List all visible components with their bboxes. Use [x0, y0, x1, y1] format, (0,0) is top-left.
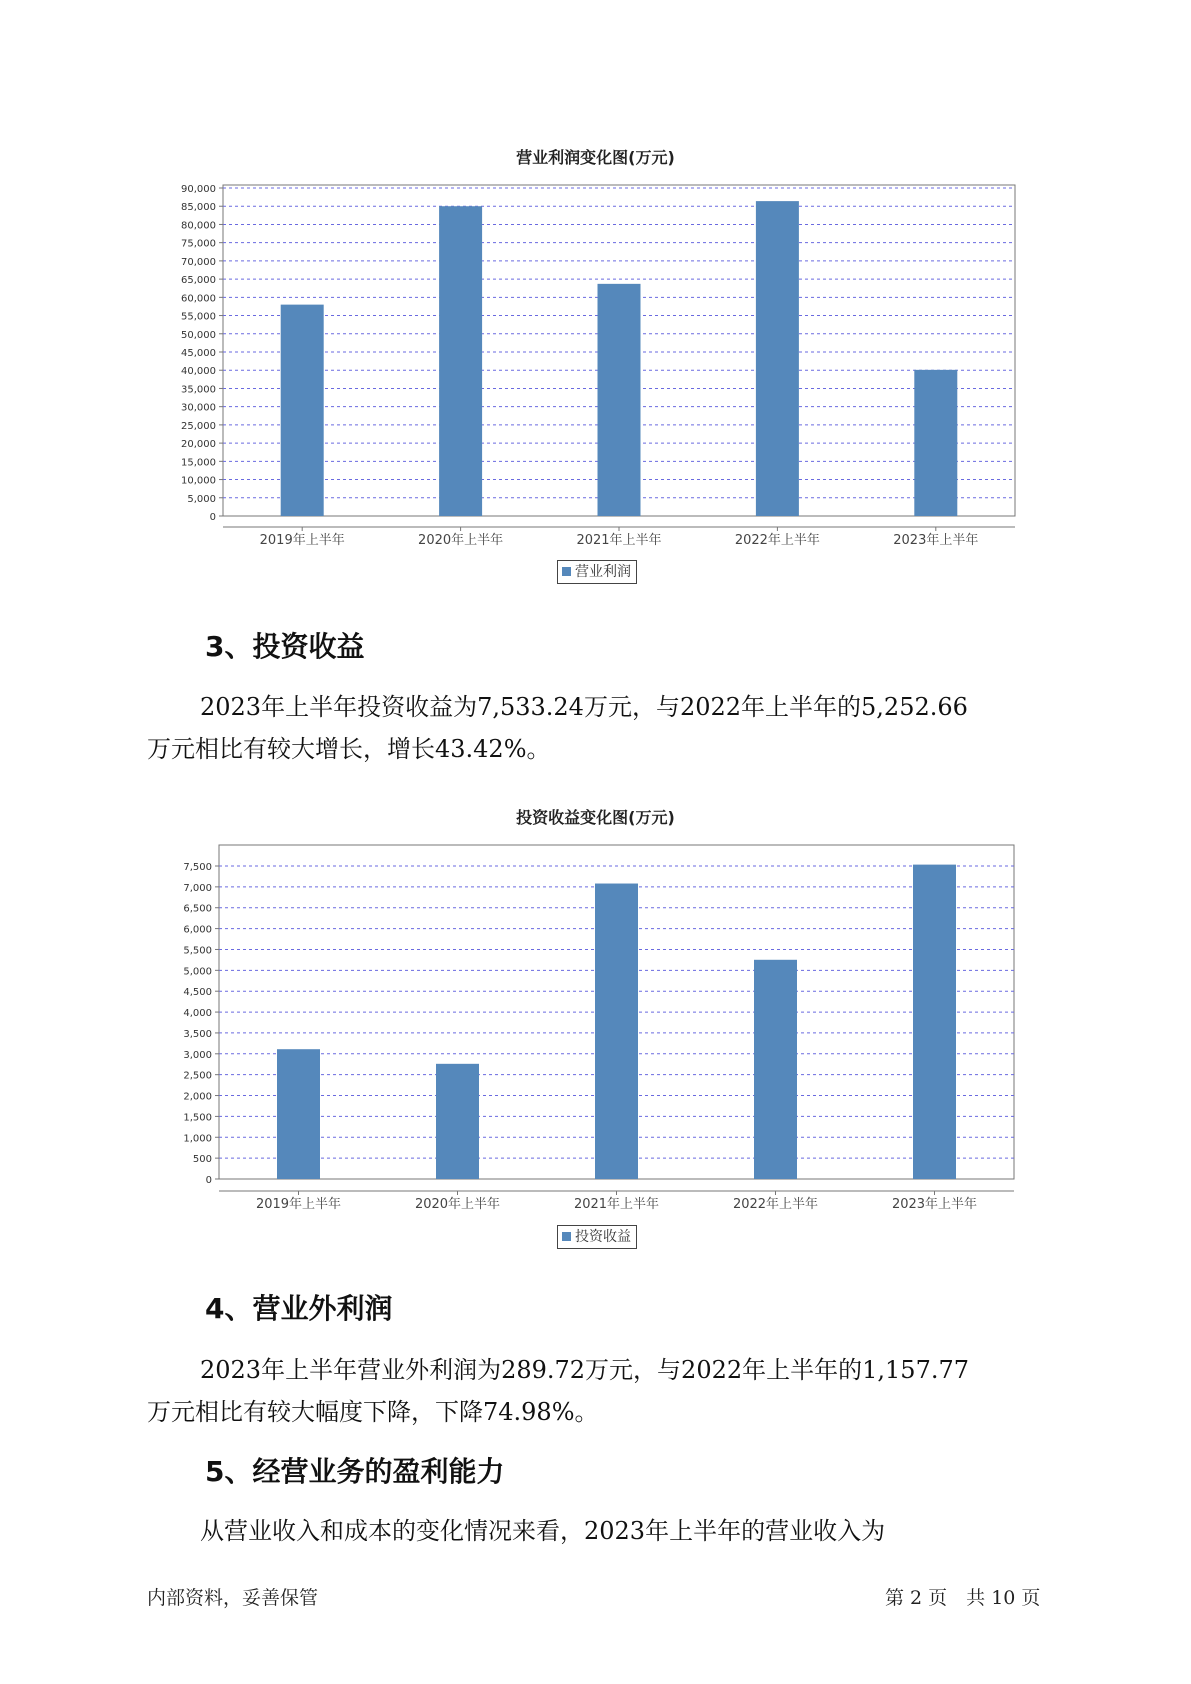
section-3-paragraph	[147, 686, 1052, 770]
investment-income-chart	[0, 820, 1191, 1240]
footer-note: 内部资料，妥善保管	[147, 1587, 319, 1609]
legend-swatch	[562, 567, 571, 576]
bar	[439, 206, 482, 516]
bar	[277, 1049, 320, 1179]
section-4-line-2: 万元相比有较大幅度下降，下降74.98%。	[147, 1398, 599, 1426]
y-tick-label: 0	[205, 1175, 212, 1186]
y-tick-label: 2,500	[183, 1070, 212, 1082]
x-tick-label: 2019年上半年	[255, 1197, 342, 1212]
y-tick-label: 35,000	[181, 384, 216, 396]
y-tick-label: 5,000	[183, 966, 212, 978]
x-tick-label: 2020年上半年	[418, 533, 504, 548]
y-tick-label: 65,000	[181, 275, 216, 287]
bar	[595, 884, 638, 1179]
y-tick-label: 6,000	[183, 924, 212, 936]
section-5-heading: 5、经营业务的盈利能力	[205, 1455, 505, 1488]
section-5-paragraph	[147, 1510, 1052, 1552]
y-tick-label: 10,000	[181, 475, 216, 487]
y-tick-label: 7,000	[183, 882, 212, 894]
y-tick-label: 45,000	[181, 348, 216, 359]
operating-profit-chart	[0, 160, 1191, 580]
x-tick-label: 2023年上半年	[891, 1197, 978, 1212]
y-tick-label: 5,000	[187, 493, 216, 505]
legend-swatch	[562, 1232, 571, 1241]
y-tick-label: 85,000	[181, 202, 216, 214]
y-tick-label: 4,500	[183, 987, 212, 999]
page-number: 第 2 页 共 10 页	[885, 1587, 1041, 1609]
y-tick-label: 25,000	[181, 420, 216, 432]
section-3-line-1: 2023年上半年投资收益为7,533.24万元，与2022年上半年的5,252.66	[200, 693, 968, 721]
y-tick-label: 7,500	[183, 862, 212, 873]
y-tick-label: 6,500	[183, 903, 212, 915]
bar	[756, 201, 799, 516]
y-tick-label: 70,000	[181, 256, 216, 268]
x-tick-label: 2021年上半年	[573, 1197, 660, 1212]
x-tick-label: 2020年上半年	[414, 1197, 501, 1212]
y-tick-label: 80,000	[181, 220, 216, 232]
section-4-paragraph	[147, 1349, 1052, 1433]
y-tick-label: 60,000	[181, 293, 216, 305]
x-tick-label: 2022年上半年	[732, 1197, 819, 1212]
bar	[598, 284, 641, 516]
section-3-line-2: 万元相比有较大增长，增长43.42%。	[147, 735, 551, 763]
chart2-title: 投资收益变化图(万元)	[516, 808, 675, 827]
y-tick-label: 0	[209, 512, 216, 523]
y-tick-label: 15,000	[181, 457, 216, 469]
x-tick-label: 2022年上半年	[734, 533, 820, 548]
y-tick-label: 500	[192, 1154, 212, 1166]
y-tick-label: 20,000	[181, 439, 216, 451]
bar	[914, 370, 957, 516]
y-tick-label: 3,500	[183, 1028, 212, 1040]
section-4-heading: 4、营业外利润	[205, 1292, 393, 1325]
section-4-line-1: 2023年上半年营业外利润为289.72万元，与2022年上半年的1,157.77	[200, 1356, 970, 1384]
y-tick-label: 55,000	[181, 311, 216, 323]
y-tick-label: 1,000	[183, 1133, 212, 1145]
x-tick-label: 2023年上半年	[893, 533, 979, 548]
chart1-title: 营业利润变化图(万元)	[516, 148, 675, 167]
chart2-legend	[557, 1225, 637, 1249]
y-tick-label: 40,000	[181, 366, 216, 378]
y-tick-label: 2,000	[183, 1091, 212, 1103]
y-tick-label: 5,500	[183, 945, 212, 957]
bar	[281, 305, 324, 516]
section-3-heading: 3、投资收益	[205, 630, 365, 663]
bar	[436, 1064, 479, 1179]
x-tick-label: 2019年上半年	[259, 533, 345, 548]
chart1-legend-label: 营业利润	[575, 564, 631, 580]
y-tick-label: 30,000	[181, 402, 216, 414]
y-tick-label: 3,000	[183, 1049, 212, 1061]
y-tick-label: 90,000	[181, 184, 216, 195]
y-tick-label: 50,000	[181, 329, 216, 341]
section-5-line-1: 从营业收入和成本的变化情况来看，2023年上半年的营业收入为	[200, 1517, 886, 1545]
bar	[754, 960, 797, 1179]
y-tick-label: 4,000	[183, 1008, 212, 1020]
y-tick-label: 75,000	[181, 238, 216, 250]
chart1-legend	[557, 560, 637, 584]
y-tick-label: 1,500	[183, 1112, 212, 1124]
chart2-legend-label: 投资收益	[575, 1229, 631, 1245]
x-tick-label: 2021年上半年	[576, 533, 662, 548]
bar	[913, 865, 956, 1179]
